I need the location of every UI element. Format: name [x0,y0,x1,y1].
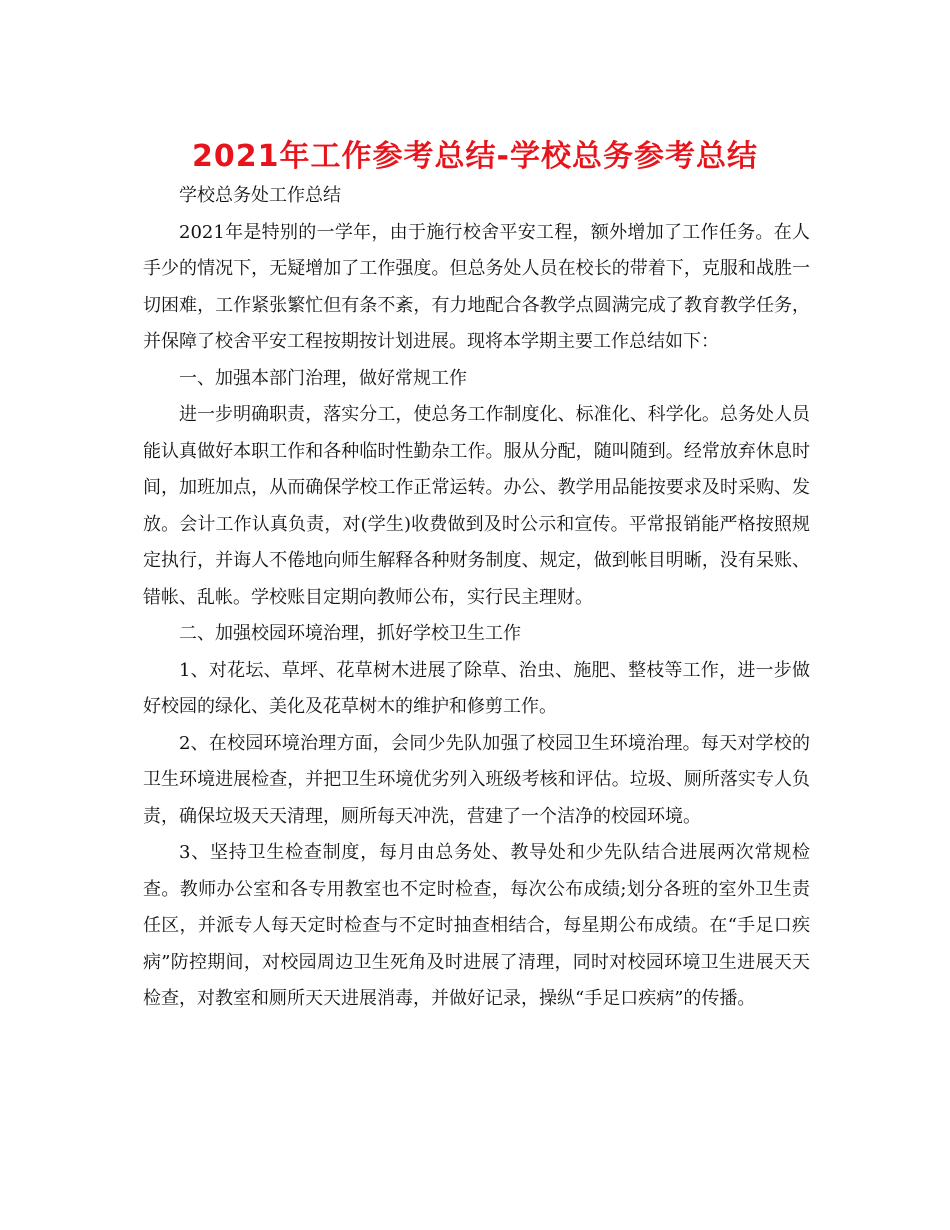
section-subtitle: 学校总务处工作总结 [179,185,341,206]
intro-paragraph: 2021年是特别的一学年，由于施行校舍平安工程，额外增加了工作任务。在人手少的情况下，无疑增加了工作强度。但总务处人员在校长的带着下，克服和战胜一切困难，工作紧张繁忙但有条不紊，有力地配合各教学点圆满完成了教育教学任务，并保障了校舍平安工程按期按计划进展。现将本学期主要工作总结如下： [143,221,810,352]
document-body [143,178,810,1018]
section-heading-2: 二、加强校园环境治理，抓好学校卫生工作 [179,623,521,644]
document-title: 2021年工作参考总结-学校总务参考总结 [192,139,758,174]
section-heading-1: 一、加强本部门治理，做好常规工作 [179,367,467,389]
section-2-item-2: 2、在校园环境治理方面，会同少先队加强了校园卫生环境治理。每天对学校的卫生环境进展检查，并把卫生环境优劣列入班级考核和评估。垃圾、厕所落实专人负责，确保垃圾天天清理，厕所每天冲洗，营建了一个洁净的校园环境。 [143,732,810,827]
section-2-item-3: 3、坚持卫生检查制度，每月由总务处、教导处和少先队结合进展两次常规检查。教师办公室和各专用教室也不定时检查，每次公布成绩;划分各班的室外卫生责任区，并派专人每天定时检查与不定时抽查相结合，每星期公布成绩。在“手足口疾病”防控期间，对校园周边卫生死角及时进展了清理，同时对校园环境卫生进展天天检查，对教室和厕所天天进展消毒，并做好记录，操纵“手足口疾病”的传播。 [143,842,810,1009]
section-1-paragraph: 进一步明确职责，落实分工，使总务工作制度化、标准化、科学化。总务处人员能认真做好本职工作和各种临时性勤杂工作。服从分配，随叫随到。经常放弃休息时间，加班加点，从而确保学校工作正常运转。办公、教学用品能按要求及时采购、发放。会计工作认真负责，对(学生)收费做到及时公示和宣传。平常报销能严格按照规定执行，并诲人不倦地向师生解释各种财务制度、规定，做到帐目明晰，没有呆账、错帐、乱帐。学校账目定期向教师公布，实行民主理财。 [143,404,810,608]
section-2-item-1: 1、对花坛、草坪、花草树木进展了除草、治虫、施肥、整枝等工作，进一步做好校园的绿化、美化及花草树木的维护和修剪工作。 [143,659,810,717]
